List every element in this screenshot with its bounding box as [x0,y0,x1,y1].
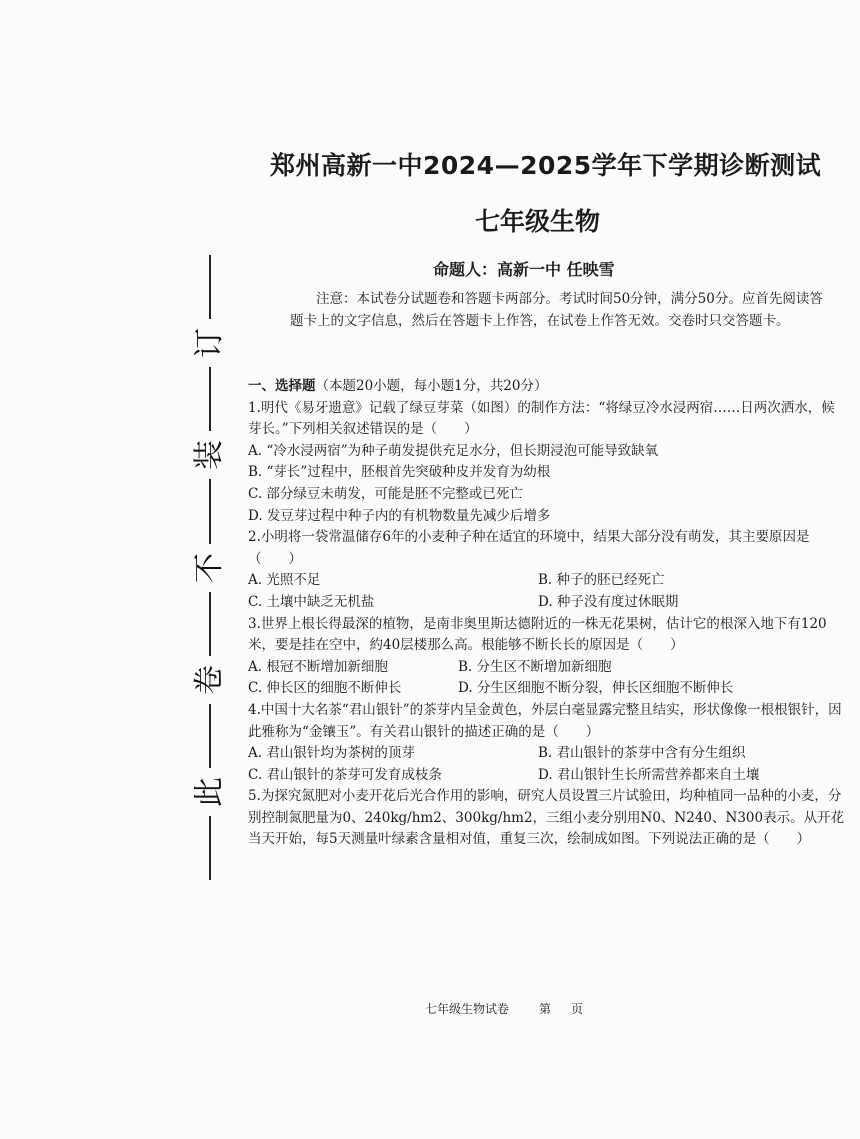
question-option: D. 发豆芽过程中种子内的有机物数量先减少后增多 [248,507,551,524]
question-stem: 4.中国十大名茶“君山银针”的茶芽内呈金黄色，外层白毫显露完整且结实，形状像像一根根银针，因此雅称为“金镶玉”。有关君山银针的描述正确的是（ ） [248,701,842,740]
question-option: B. 种子的胚已经死亡 [538,572,665,589]
binding-segment [209,255,211,319]
option-row [248,678,848,700]
question-option: A. 根冠不断增加新细胞 [248,658,388,675]
question-option: B. “芽长”过程中，胚根首先突破种皮并发育为幼根 [248,464,551,481]
option-row [248,657,848,679]
question-option: A. “冷水浸两宿”为种子萌发提供充足水分，但长期浸泡可能导致缺氧 [248,442,659,459]
question-stem: 2.小明将一袋常温储存6年的小麦种子种在适宜的环境中，结果大部分没有萌发，其主要原因是（ ） [248,529,810,567]
option-row [248,743,848,765]
binding-segment [209,367,211,431]
option-row [248,592,848,614]
footer-page-prefix: 第 [539,1002,552,1016]
exam-subtitle: 七年级生物 [475,207,601,236]
question-stem: 5.为探究氮肥对小麦开花后光合作用的影响，研究人员设置三片试验田，均种植同一品种的小麦，分别控制氮肥量为0、240kg/hm2、300kg/hm2，三组小麦分别用N0、N240、N300表示。从开花当天开始，每5天测量叶绿素含量相对值，重复三次，绘制成如图。下列说法正确的是（ ） [248,788,845,848]
binding-char: 装 [192,440,227,471]
binding-segment [209,592,211,656]
footer-page-suffix: 页 [571,1002,584,1016]
exam-title: 郑州高新一中2024—2025学年下学期诊断测试 [270,151,822,180]
question-option: A. 光照不足 [248,572,321,589]
footer-label: 七年级生物试卷 [425,1002,510,1016]
question-option: A. 君山银针均为茶树的顶芽 [248,745,415,762]
binding-segment [209,816,211,880]
question-option: C. 君山银针的茶芽可发育成枝条 [248,766,442,783]
question-section [248,376,848,851]
section-heading [248,376,848,398]
question-option: B. 君山银针的茶芽中含有分生组织 [538,745,746,762]
question-option: C. 土壤中缺乏无机盐 [248,593,375,610]
page-footer [425,1000,583,1017]
binding-line [190,255,230,880]
binding-char: 订 [192,328,227,359]
question-option: D. 种子没有度过休眠期 [538,593,679,610]
exam-author: 命题人：高新一中 任映雪 [433,260,615,279]
binding-char: 此 [192,776,227,807]
option-row [248,765,848,787]
binding-char: 卷 [192,664,227,695]
section-title: 一、选择题 [248,378,316,394]
question-option: C. 伸长区的细胞不断伸长 [248,680,402,697]
section-note: （本题20小题，每小题1分，共20分） [315,378,548,394]
question-option: C. 部分绿豆未萌发，可能是胚不完整或已死亡 [248,485,523,502]
question-option: D. 君山银针生长所需营养都来自土壤 [538,766,760,783]
option-row [248,570,848,592]
question-option: D. 分生区细胞不断分裂，伸长区细胞不断伸长 [458,680,734,697]
binding-char: 不 [192,552,227,583]
exam-notice: 注意：本试卷分试题卷和答题卡两部分。考试时间50分钟，满分50分。应首先阅读答题卡上的文字信息，然后在答题卡上作答，在试卷上作答无效。交卷时只交答题卡。 [290,291,823,329]
question-option: B. 分生区不断增加新细胞 [458,658,612,675]
binding-segment [209,479,211,543]
question-stem: 1.明代《易牙遗意》记载了绿豆芽菜（如图）的制作方法：“将绿豆冷水浸两宿……日两次洒水，候芽长。”下列相关叙述错误的是（ ） [248,399,835,438]
question-stem: 3.世界上根长得最深的植物，是南非奥里斯达德附近的一株无花果树，估计它的根深入地下有120米，要是挂在空中，約40层楼那么高。根能够不断长长的原因是（ ） [248,615,827,654]
binding-segment [209,704,211,768]
